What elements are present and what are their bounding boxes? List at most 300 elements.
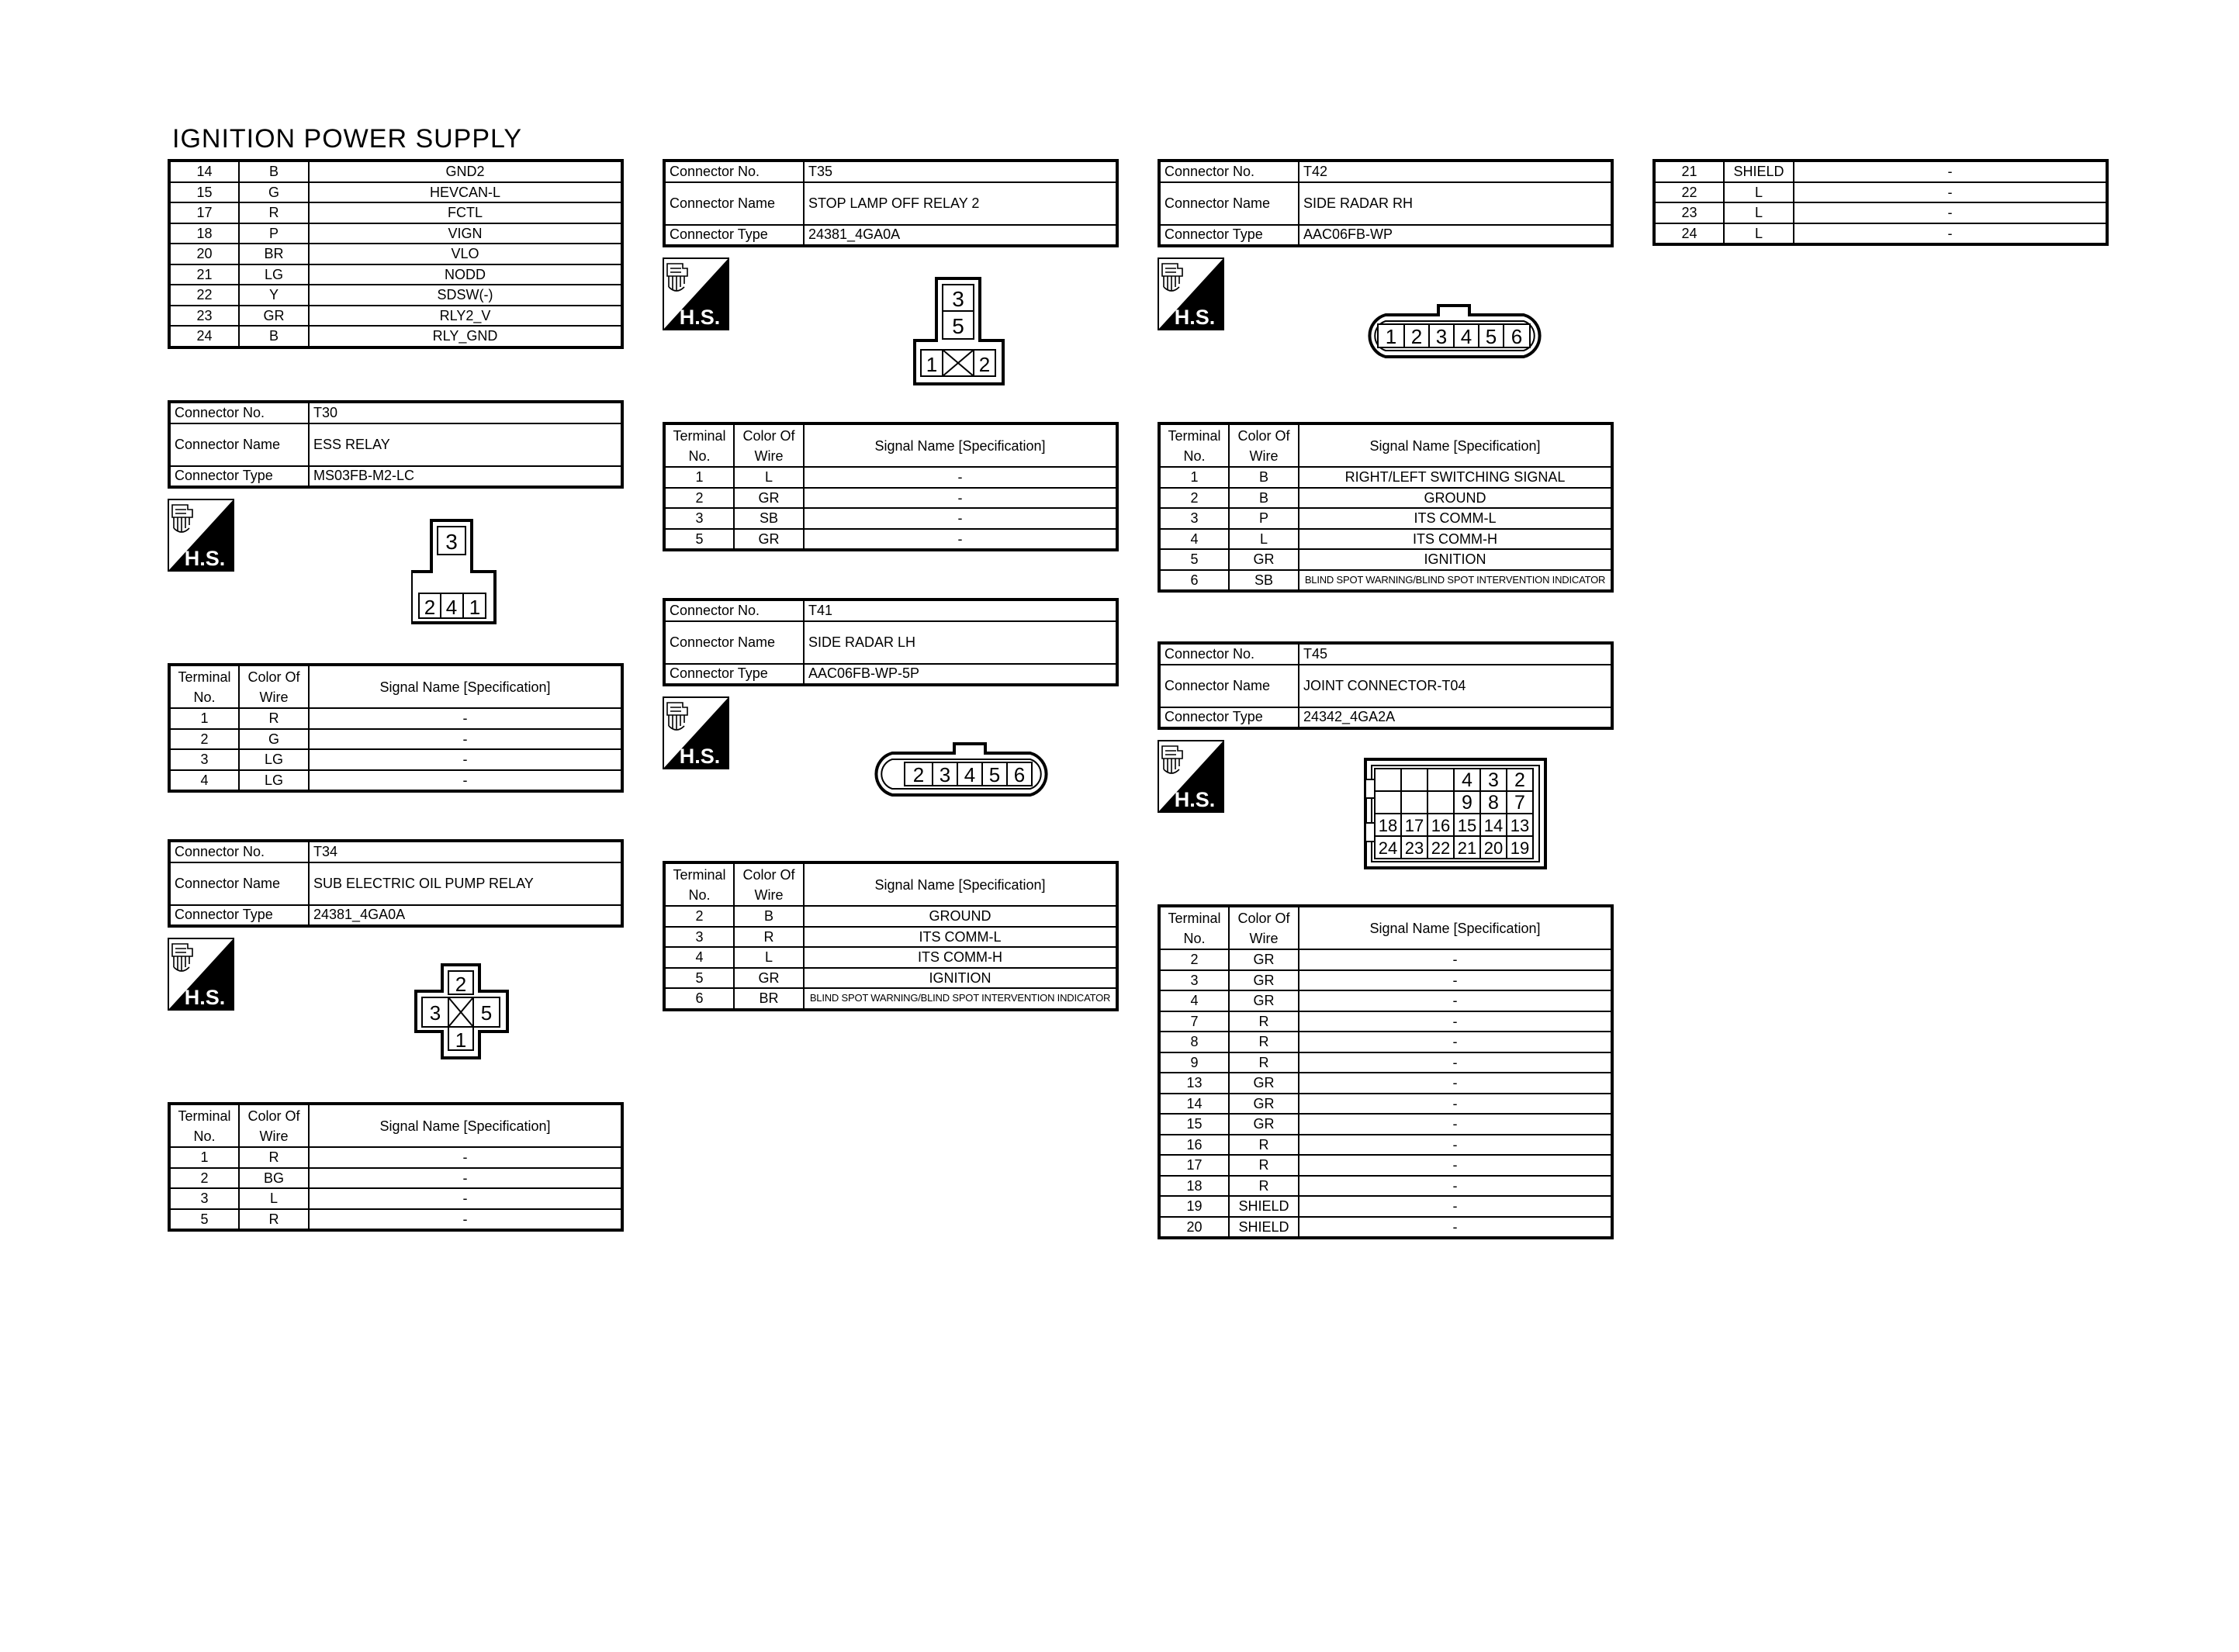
pin-label: 1 <box>469 596 481 619</box>
terminal-cell: 3 <box>1159 970 1229 991</box>
signal-cell: GROUND <box>804 906 1117 927</box>
harness-side-icon <box>663 696 729 769</box>
color-cell: R <box>1229 1052 1299 1073</box>
pin-label: 2 <box>455 973 467 996</box>
signal-cell: - <box>309 749 622 770</box>
terminal-cell: 2 <box>169 729 239 750</box>
pin-label: 4 <box>445 596 458 619</box>
signal-cell: RLY2_V <box>309 306 622 327</box>
connector-name-value: ESS RELAY <box>309 423 622 466</box>
table-row <box>1159 970 1612 991</box>
signal-cell: - <box>1794 161 2107 182</box>
t41-connector-diagram <box>867 741 1054 799</box>
pin-label: 2 <box>1410 325 1423 348</box>
connector-no-value: T41 <box>804 600 1117 621</box>
cavity <box>1427 791 1454 814</box>
table-row <box>664 508 1117 529</box>
signal-cell: - <box>309 1188 622 1209</box>
terminal-cell: 3 <box>1159 508 1229 529</box>
connector-name-label: Connector Name <box>169 862 309 905</box>
signal-cell: - <box>309 1168 622 1189</box>
pin-label: 16 <box>1431 816 1451 835</box>
pin-label: 5 <box>1485 325 1497 348</box>
terminal-cell: 23 <box>1654 202 1724 223</box>
terminal-cell: 9 <box>1159 1052 1229 1073</box>
table-row <box>1159 1073 1612 1094</box>
table-row <box>1159 1052 1612 1073</box>
signal-header: Signal Name [Specification] <box>804 423 1117 467</box>
terminal-cell: 4 <box>169 770 239 792</box>
terminal-cell: 24 <box>169 326 239 347</box>
signal-header: Signal Name [Specification] <box>309 1104 622 1147</box>
t30-info <box>168 400 624 489</box>
connector-type-value: 24342_4GA2A <box>1299 707 1612 729</box>
signal-cell: NODD <box>309 264 622 285</box>
signal-cell: - <box>1299 1155 1612 1176</box>
pin-label: 20 <box>1483 838 1504 858</box>
connector-type-label: Connector Type <box>1159 225 1299 247</box>
t45-connector-diagram <box>1362 756 1549 871</box>
terminal-cell: 17 <box>169 202 239 223</box>
t42-connector-diagram <box>1361 302 1547 361</box>
table-row <box>1159 1196 1612 1217</box>
signal-cell: IGNITION <box>1299 549 1612 570</box>
terminal-cell: 5 <box>1159 549 1229 570</box>
signal-cell: - <box>804 467 1117 488</box>
page-title: IGNITION POWER SUPPLY <box>172 124 523 154</box>
terminal-cell: 14 <box>1159 1094 1229 1115</box>
signal-cell: RIGHT/LEFT SWITCHING SIGNAL <box>1299 467 1612 488</box>
signal-cell: RLY_GND <box>309 326 622 347</box>
signal-cell: GROUND <box>1299 488 1612 509</box>
table-row <box>664 529 1117 551</box>
signal-cell: BLIND SPOT WARNING/BLIND SPOT INTERVENTION INDICATOR <box>804 988 1117 1010</box>
table-row <box>664 488 1117 509</box>
table-row <box>1159 570 1612 592</box>
pin-label: 9 <box>1462 792 1472 814</box>
connector-type-label: Connector Type <box>169 466 309 488</box>
color-cell: G <box>239 729 309 750</box>
terminal-cell: 1 <box>1159 467 1229 488</box>
color-cell: LG <box>239 264 309 285</box>
table-row <box>1159 1114 1612 1135</box>
connector-type-value: MS03FB-M2-LC <box>309 466 622 488</box>
table-row <box>1654 223 2107 245</box>
color-cell: R <box>1229 1032 1299 1052</box>
terminal-cell: 1 <box>169 1147 239 1168</box>
pin-label: 6 <box>1511 325 1523 348</box>
table-row <box>1159 949 1612 970</box>
color-cell: BR <box>734 988 804 1010</box>
signal-cell: HEVCAN-L <box>309 182 622 203</box>
terminal-cell: 6 <box>664 988 734 1010</box>
signal-cell: - <box>309 1209 622 1231</box>
color-cell: B <box>1229 467 1299 488</box>
table-row <box>1159 1135 1612 1156</box>
table-row <box>664 467 1117 488</box>
pin-label: 14 <box>1483 816 1504 835</box>
connector-no-label: Connector No. <box>1159 161 1299 182</box>
table-row <box>169 749 622 770</box>
color-cell: L <box>239 1188 309 1209</box>
color-cell: GR <box>1229 549 1299 570</box>
color-cell: R <box>1229 1155 1299 1176</box>
connector-name-label: Connector Name <box>1159 665 1299 707</box>
connector-name-label: Connector Name <box>1159 182 1299 225</box>
connector-type-value: AAC06FB-WP <box>1299 225 1612 247</box>
connector-type-value: 24381_4GA0A <box>309 905 622 927</box>
harness-side-icon <box>168 499 234 572</box>
connector-name-value: STOP LAMP OFF RELAY 2 <box>804 182 1117 225</box>
pin-label: 2 <box>912 763 925 786</box>
pin-label: 1 <box>455 1028 467 1052</box>
terminal-cell: 20 <box>1159 1217 1229 1239</box>
color-cell: B <box>239 326 309 347</box>
color-cell: SB <box>1229 570 1299 592</box>
signal-cell: - <box>804 529 1117 551</box>
color-header: Color Of <box>742 866 795 883</box>
table-row <box>1654 202 2107 223</box>
signal-cell: FCTL <box>309 202 622 223</box>
terminal-cell: 14 <box>169 161 239 182</box>
cavity <box>1427 769 1454 791</box>
signal-header: Signal Name [Specification] <box>309 665 622 708</box>
color-cell: L <box>1724 223 1794 245</box>
color-cell: R <box>239 708 309 729</box>
color-cell: R <box>734 927 804 948</box>
signal-cell: - <box>1794 182 2107 203</box>
connector-type-label: Connector Type <box>1159 707 1299 729</box>
signal-cell: - <box>1299 1073 1612 1094</box>
color-cell: B <box>1229 488 1299 509</box>
color-header-sub: Wire <box>259 689 289 705</box>
t41-info <box>663 598 1119 686</box>
color-header: Color Of <box>742 427 795 444</box>
harness-side-icon <box>1158 740 1224 813</box>
t35-terminal-table <box>663 422 1119 551</box>
table-row <box>169 1168 622 1189</box>
terminal-cell: 6 <box>1159 570 1229 592</box>
t34-terminal-table <box>168 1102 624 1232</box>
pin-label: 5 <box>988 763 1001 786</box>
pin-label: 2 <box>978 353 991 376</box>
connector-no-label: Connector No. <box>1159 643 1299 665</box>
color-cell: B <box>239 161 309 182</box>
signal-cell: - <box>1299 1094 1612 1115</box>
terminal-header-sub: No. <box>688 886 711 903</box>
color-cell: R <box>1229 1011 1299 1032</box>
terminal-cell: 7 <box>1159 1011 1229 1032</box>
terminal-cell: 4 <box>1159 529 1229 550</box>
signal-cell: - <box>1299 970 1612 991</box>
terminal-cell: 18 <box>1159 1176 1229 1197</box>
signal-cell: ITS COMM-L <box>804 927 1117 948</box>
signal-cell: - <box>1794 202 2107 223</box>
color-cell: L <box>1724 202 1794 223</box>
connector-type-label: Connector Type <box>664 664 804 686</box>
pin-label: 2 <box>1514 769 1525 791</box>
signal-cell: - <box>1299 1135 1612 1156</box>
color-cell: L <box>1724 182 1794 203</box>
color-header: Color Of <box>1237 910 1290 926</box>
table-row <box>169 326 622 347</box>
pin-label: 5 <box>952 314 964 338</box>
table-row <box>169 1209 622 1231</box>
table-row <box>169 223 622 244</box>
color-cell: SHIELD <box>1229 1217 1299 1239</box>
table-row <box>1159 1176 1612 1197</box>
t30-connector-diagram <box>411 516 512 628</box>
signal-cell: - <box>1299 1196 1612 1217</box>
signal-header: Signal Name [Specification] <box>804 862 1117 906</box>
signal-cell: - <box>1794 223 2107 245</box>
pin-label: 21 <box>1457 838 1477 858</box>
signal-cell: ITS COMM-H <box>1299 529 1612 550</box>
table-row <box>169 306 622 327</box>
terminal-cell: 2 <box>1159 488 1229 509</box>
connector-no-label: Connector No. <box>169 402 309 423</box>
connector-name-label: Connector Name <box>664 621 804 664</box>
connector-no-value: T42 <box>1299 161 1612 182</box>
connector-name-value: SUB ELECTRIC OIL PUMP RELAY <box>309 862 622 905</box>
connector-no-value: T35 <box>804 161 1117 182</box>
color-cell: R <box>1229 1135 1299 1156</box>
terminal-header: Terminal <box>178 1108 231 1124</box>
pin-label: 7 <box>1514 792 1525 814</box>
color-cell: P <box>239 223 309 244</box>
terminal-cell: 5 <box>169 1209 239 1231</box>
t45-info <box>1158 641 1614 730</box>
signal-cell: - <box>309 770 622 792</box>
terminal-cell: 21 <box>1654 161 1724 182</box>
color-cell: L <box>734 467 804 488</box>
pin-label: 13 <box>1510 816 1530 835</box>
color-cell: GR <box>1229 1073 1299 1094</box>
table-row <box>664 927 1117 948</box>
cavity <box>1401 791 1427 814</box>
color-cell: GR <box>734 488 804 509</box>
table-row <box>169 202 622 223</box>
table-row <box>169 264 622 285</box>
table-row <box>1654 161 2107 182</box>
terminal-header: Terminal <box>673 427 726 444</box>
pin-label: 18 <box>1378 816 1398 835</box>
pin-label: 3 <box>445 530 458 554</box>
pin-label: 3 <box>1488 769 1499 791</box>
cavity <box>1375 791 1401 814</box>
terminal-header-sub: No. <box>1183 930 1206 946</box>
color-cell: L <box>734 947 804 968</box>
terminal-cell: 2 <box>169 1168 239 1189</box>
signal-cell: - <box>309 708 622 729</box>
connector-no-label: Connector No. <box>664 600 804 621</box>
color-cell: SHIELD <box>1229 1196 1299 1217</box>
terminal-cell: 5 <box>664 968 734 989</box>
pin-label: 22 <box>1431 838 1451 858</box>
connector-type-label: Connector Type <box>664 225 804 247</box>
table-row <box>1159 990 1612 1011</box>
table-row <box>169 729 622 750</box>
connector-name-label: Connector Name <box>169 423 309 466</box>
color-cell: GR <box>1229 990 1299 1011</box>
pin-label: 4 <box>1462 769 1472 791</box>
terminal-cell: 15 <box>1159 1114 1229 1135</box>
terminal-cell: 1 <box>169 708 239 729</box>
color-cell: LG <box>239 749 309 770</box>
color-cell: GR <box>239 306 309 327</box>
terminal-cell: 19 <box>1159 1196 1229 1217</box>
signal-header: Signal Name [Specification] <box>1299 423 1612 467</box>
connector-no-value: T45 <box>1299 643 1612 665</box>
cont-top-table <box>168 159 624 349</box>
table-row <box>1159 488 1612 509</box>
t45-cont-table <box>1652 159 2109 246</box>
terminal-cell: 13 <box>1159 1073 1229 1094</box>
pin-label: 23 <box>1404 838 1424 858</box>
color-header-sub: Wire <box>1249 448 1279 464</box>
pin-label: 8 <box>1488 792 1499 814</box>
terminal-cell: 2 <box>1159 949 1229 970</box>
pin-label: 3 <box>939 763 951 786</box>
pin-label: 17 <box>1404 816 1424 835</box>
pin-label: 19 <box>1510 838 1530 858</box>
table-row <box>1159 1032 1612 1052</box>
connector-no-label: Connector No. <box>664 161 804 182</box>
t35-info <box>663 159 1119 247</box>
connector-name-value: JOINT CONNECTOR-T04 <box>1299 665 1612 707</box>
cavity <box>1401 769 1427 791</box>
table-row <box>1159 1217 1612 1239</box>
color-cell: GR <box>1229 1114 1299 1135</box>
connector-type-label: Connector Type <box>169 905 309 927</box>
terminal-cell: 16 <box>1159 1135 1229 1156</box>
color-cell: SHIELD <box>1724 161 1794 182</box>
table-row <box>664 968 1117 989</box>
color-cell: SB <box>734 508 804 529</box>
pin-label: 3 <box>1435 325 1448 348</box>
color-cell: P <box>1229 508 1299 529</box>
signal-cell: - <box>804 488 1117 509</box>
connector-no-label: Connector No. <box>169 841 309 862</box>
connector-name-value: SIDE RADAR RH <box>1299 182 1612 225</box>
terminal-cell: 22 <box>169 285 239 306</box>
cavity <box>1375 769 1401 791</box>
table-row <box>1159 1011 1612 1032</box>
pin-label: 5 <box>480 1001 493 1025</box>
terminal-cell: 24 <box>1654 223 1724 245</box>
signal-cell: BLIND SPOT WARNING/BLIND SPOT INTERVENTION INDICATOR <box>1299 570 1612 592</box>
signal-cell: - <box>1299 1032 1612 1052</box>
table-row <box>169 285 622 306</box>
signal-cell: - <box>804 508 1117 529</box>
terminal-cell: 2 <box>664 906 734 927</box>
color-cell: GR <box>1229 1094 1299 1115</box>
color-cell: BG <box>239 1168 309 1189</box>
t34-connector-diagram <box>413 962 512 1061</box>
connector-type-value: AAC06FB-WP-5P <box>804 664 1117 686</box>
signal-cell: - <box>1299 990 1612 1011</box>
terminal-cell: 3 <box>169 1188 239 1209</box>
t35-connector-diagram <box>912 275 1008 388</box>
terminal-cell: 3 <box>169 749 239 770</box>
table-row <box>1159 529 1612 550</box>
terminal-cell: 2 <box>664 488 734 509</box>
table-row <box>169 1147 622 1168</box>
terminal-header: Terminal <box>178 669 231 685</box>
connector-name-value: SIDE RADAR LH <box>804 621 1117 664</box>
color-cell: R <box>239 1209 309 1231</box>
terminal-cell: 3 <box>664 927 734 948</box>
color-cell: GR <box>734 529 804 551</box>
connector-no-value: T34 <box>309 841 622 862</box>
terminal-header-sub: No. <box>193 1128 216 1144</box>
terminal-cell: 20 <box>169 244 239 264</box>
terminal-cell: 1 <box>664 467 734 488</box>
signal-cell: - <box>1299 1011 1612 1032</box>
pin-label: 3 <box>429 1001 441 1025</box>
t42-info <box>1158 159 1614 247</box>
color-header-sub: Wire <box>259 1128 289 1144</box>
color-cell: B <box>734 906 804 927</box>
table-row <box>1159 467 1612 488</box>
signal-cell: - <box>1299 1217 1612 1239</box>
signal-cell: ITS COMM-H <box>804 947 1117 968</box>
table-row <box>169 161 622 182</box>
signal-cell: - <box>309 729 622 750</box>
signal-cell: IGNITION <box>804 968 1117 989</box>
color-cell: L <box>1229 529 1299 550</box>
t30-terminal-table <box>168 663 624 793</box>
color-cell: BR <box>239 244 309 264</box>
table-row <box>169 182 622 203</box>
color-cell: LG <box>239 770 309 792</box>
color-cell: GR <box>1229 970 1299 991</box>
t45-terminal-table <box>1158 904 1614 1239</box>
terminal-cell: 23 <box>169 306 239 327</box>
signal-header: Signal Name [Specification] <box>1299 906 1612 949</box>
terminal-cell: 17 <box>1159 1155 1229 1176</box>
pin-label: 1 <box>1385 325 1397 348</box>
signal-cell: VIGN <box>309 223 622 244</box>
color-header: Color Of <box>247 1108 300 1124</box>
table-row <box>169 770 622 792</box>
pin-label: 4 <box>1460 325 1472 348</box>
pin-label: 4 <box>964 763 976 786</box>
color-cell: R <box>239 202 309 223</box>
connector-name-label: Connector Name <box>664 182 804 225</box>
t41-terminal-table <box>663 861 1119 1011</box>
t42-terminal-table <box>1158 422 1614 593</box>
pin-label: 6 <box>1013 763 1026 786</box>
harness-side-icon <box>1158 257 1224 330</box>
signal-cell: - <box>309 1147 622 1168</box>
color-cell: G <box>239 182 309 203</box>
table-row <box>1159 549 1612 570</box>
terminal-cell: 15 <box>169 182 239 203</box>
terminal-header-sub: No. <box>688 448 711 464</box>
terminal-header: Terminal <box>1168 427 1221 444</box>
harness-side-icon <box>168 938 234 1011</box>
table-row <box>1159 508 1612 529</box>
signal-cell: VLO <box>309 244 622 264</box>
pin-label: 3 <box>952 287 964 311</box>
color-header-sub: Wire <box>754 448 784 464</box>
table-row <box>664 988 1117 1010</box>
color-cell: R <box>239 1147 309 1168</box>
color-cell: Y <box>239 285 309 306</box>
signal-cell: - <box>1299 1052 1612 1073</box>
signal-cell: - <box>1299 1176 1612 1197</box>
